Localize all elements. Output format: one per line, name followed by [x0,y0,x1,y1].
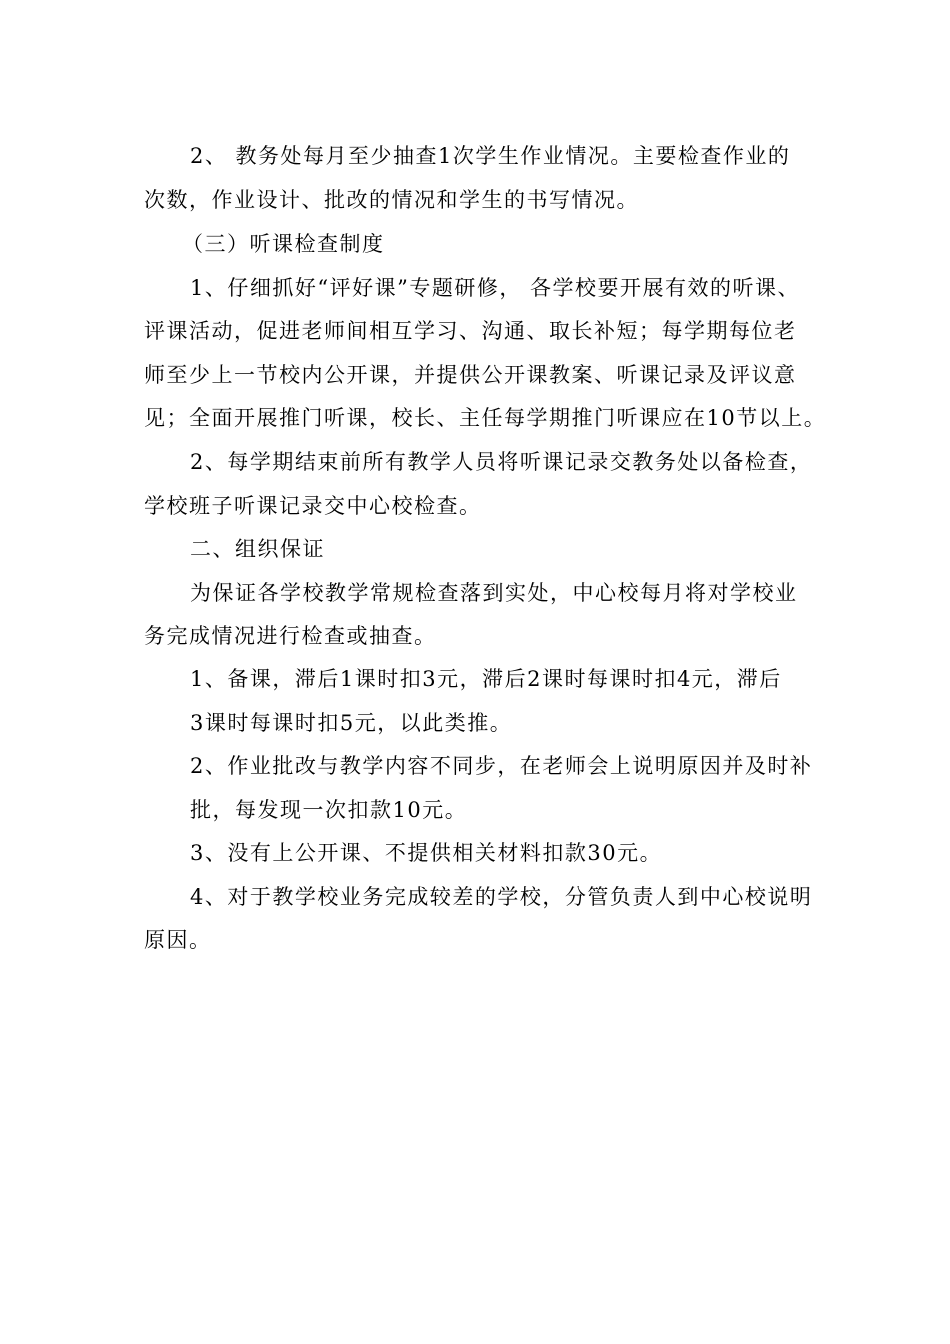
paragraph-line: 原因。 [144,928,212,952]
paragraph-line: 3课时每课时扣5元，以此类推。 [190,711,513,735]
paragraph-line: 2、每学期结束前所有教学人员将听课记录交教务处以备检查， [190,450,813,474]
paragraph-line: 评课活动，促进老师间相互学习、沟通、取长补短；每学期每位老 [144,319,797,343]
paragraph-line: 批，每发现一次扣款10元。 [190,798,468,822]
paragraph-line: 3、没有上公开课、不提供相关材料扣款30元。 [190,841,663,865]
paragraph-line: 师至少上一节校内公开课，并提供公开课教案、听课记录及评议意 [144,363,797,387]
paragraph-line: 1、仔细抓好“评好课”专题研修， 各学校要开展有效的听课、 [190,276,801,300]
paragraph-line: 2、作业批改与教学内容不同步，在老师会上说明原因并及时补 [190,754,813,778]
paragraph-line: 务完成情况进行检查或抽查。 [144,624,437,648]
paragraph-line: 学校班子听课记录交中心校检查。 [144,494,482,518]
section-heading: 二、组织保证 [190,537,325,561]
paragraph-line: 4、对于教学校业务完成较差的学校，分管负责人到中心校说明 [190,885,813,909]
paragraph-line: 次数，作业设计、批改的情况和学生的书写情况。 [144,188,639,212]
paragraph-line: 1、备课，滞后1课时扣3元，滞后2课时每课时扣4元，滞后 [190,667,782,691]
paragraph-line: 2、 教务处每月至少抽查1次学生作业情况。主要检查作业的 [190,144,791,168]
paragraph-line: 为保证各学校教学常规检查落到实处，中心校每月将对学校业 [190,581,798,605]
section-heading: （三）听课检查制度 [182,232,385,256]
paragraph-line: 见；全面开展推门听课，校长、主任每学期推门听课应在10节以上。 [144,406,827,430]
